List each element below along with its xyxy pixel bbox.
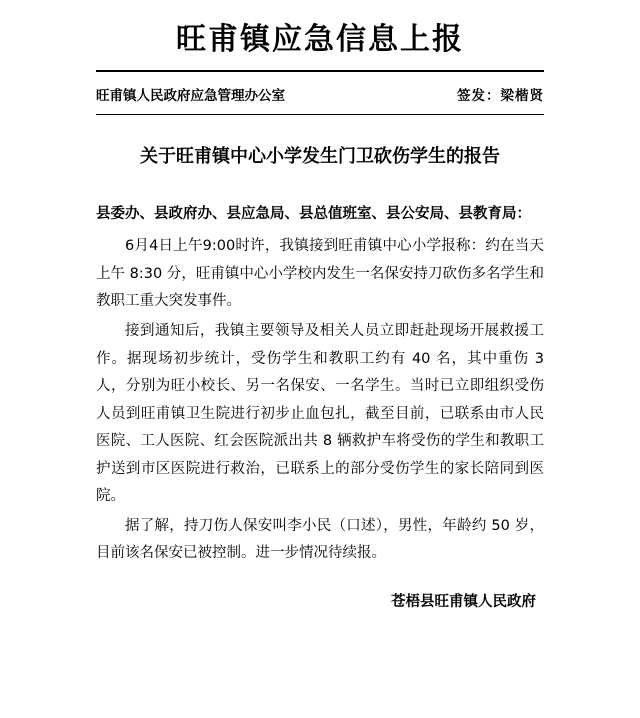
body-paragraph-1: 6月4日上午9:00时许，我镇接到旺甫镇中心小学报称：约在当天上午 8:30 分，旺甫镇中心小学校内发生一名保安持刀砍伤多名学生和教职工重大突发事件。	[96, 238, 544, 310]
document-addressee: 县委办、县政府办、县应急局、县总值班室、县公安局、县教育局：	[96, 205, 531, 222]
body-paragraph-2: 接到通知后，我镇主要领导及相关人员立即赶赴现场开展救援工作。据现场初步统计，受伤学生和教职工约有 40 名，其中重伤 3 人，分别为旺小校长、另一名保安、一名学生。当时已立即组织受伤人员到旺甫镇卫生院进行初步止血包扎，截至目前，已联系由市人民医院、工人医院、红会医院派出共 8 辆救护车将受伤的学生和教职工护送到市区医院进行救治，已联系上的部分受伤学生的家长陪同到医院。	[96, 322, 544, 505]
document-signature: 苍梧县旺甫镇人民政府	[391, 593, 536, 610]
title-divider	[96, 70, 544, 72]
header-divider	[96, 114, 544, 115]
signer-label: 签发：梁楷贤	[457, 88, 544, 104]
document-subject: 关于旺甫镇中心小学发生门卫砍伤学生的报告	[140, 146, 500, 167]
document-page	[0, 22, 640, 718]
page-title: 旺甫镇应急信息上报	[176, 22, 464, 57]
body-paragraph-3: 据了解，持刀伤人保安叫李小民（口述），男性，年龄约 50 岁，目前该名保安已被控制。进一步情况待续报。	[96, 517, 544, 562]
issuing-office: 旺甫镇人民政府应急管理办公室	[96, 88, 285, 104]
document-header-meta	[96, 84, 544, 114]
